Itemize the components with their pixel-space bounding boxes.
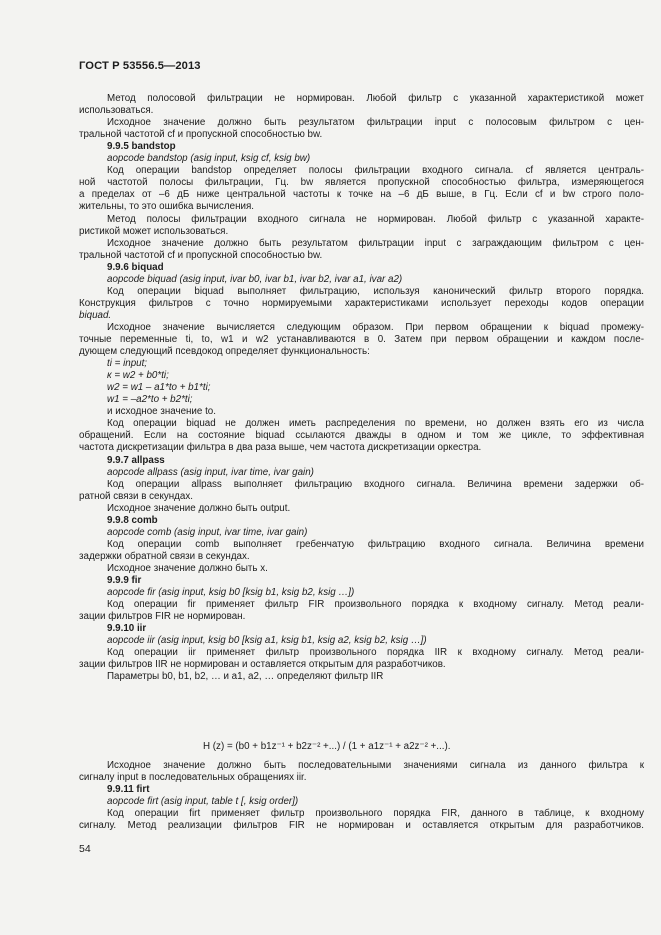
text-line: точные переменные ti, to, w1 и w2 устанавливаются в 0. Затем при первом обращении и каждом после- bbox=[79, 334, 644, 345]
text-line: а пределах от –6 дБ ниже центральной частоты к точке на –6 дБ выше, в Гц. Если cf и bw строго поло- bbox=[79, 189, 644, 201]
text-line: Код операции bandstop определяет полосы фильтрации входного сигнала. cf является централь- bbox=[107, 165, 644, 177]
text-line: biquad. bbox=[79, 309, 112, 321]
text-line: aopcode iir (asig input, ksig b0 [ksig a1, ksig b1, ksig a2, ksig b2, ksig …]) bbox=[107, 635, 427, 647]
text-line: обращений. Если на состояние biquad ссылаются дважды в одном и том же цикле, то эффективная bbox=[79, 430, 644, 442]
text-line: сигналу input в последовательных обращениях iir. bbox=[79, 772, 307, 784]
text-line: aopcode biquad (asig input, ivar b0, ivar b1, ivar b2, ivar a1, ivar a2) bbox=[107, 273, 403, 285]
section-heading: 9.9.9 fir bbox=[107, 575, 142, 586]
text-line: Код операции comb выполняет гребенчатую фильтрацию входного сигнала. Величина времени bbox=[107, 538, 644, 550]
text-line: зации фильтров IIR не нормирован и оставляется открытым для разработчиков. bbox=[79, 659, 446, 671]
section-heading: 9.9.10 iir bbox=[107, 623, 147, 635]
text-line: Метод полосовой фильтрации не нормирован. Любой фильтр с указанной характеристикой может bbox=[107, 93, 644, 104]
text-line: Исходное значение должно быть output. bbox=[107, 502, 291, 514]
text-line: Параметры b0, b1, b2, … и a1, a2, … определяют фильтр IIR bbox=[107, 671, 384, 683]
text-line: aopcode bandstop (asig input, ksig cf, ksig bw) bbox=[107, 153, 311, 165]
text-line: Исходное значение вычисляется следующим образом. При первом обращении к biquad промежу- bbox=[107, 321, 644, 333]
standard-header: ГОСТ Р 53556.5—2013 bbox=[79, 60, 201, 72]
section-heading: 9.9.8 comb bbox=[107, 514, 158, 526]
text-line: к = w2 + b0*ti; bbox=[107, 370, 169, 382]
text-line: Исходное значение должно быть последовательными значениями сигнала из данного фильтра к bbox=[107, 760, 644, 771]
text-line: Код операции biquad выполняет фильтрацию, используя канонический фильтр второго порядка. bbox=[107, 285, 644, 297]
text-line: Конструкция фильтров с точно нормируемыми характеристиками использует переходы кодов операции bbox=[79, 297, 644, 309]
text-line: Исходное значение должно быть результатом фильтрации input с заграждающим фильтром с цен- bbox=[107, 237, 644, 249]
section-heading: 9.9.11 firt bbox=[107, 784, 150, 796]
section-heading: 9.9.6 biquad bbox=[107, 261, 164, 273]
text-line: Код операции iir применяет фильтр произвольного порядка IIR к входному сигналу. Метод реали- bbox=[107, 647, 644, 659]
text-line: Исходное значение должно быть результатом фильтрации input с полосовым фильтром с цен- bbox=[107, 117, 644, 129]
text-line: aopcode fir (asig input, ksig b0 [ksig b1, ksig b2, ksig …]) bbox=[107, 587, 355, 599]
section-heading: 9.9.7 allpass bbox=[107, 454, 165, 466]
text-line: ристикой может использоваться. bbox=[79, 225, 229, 237]
text-line: дующем следующий псевдокод определяет функциональность: bbox=[79, 346, 370, 358]
text-line: использоваться. bbox=[79, 105, 154, 117]
text-line: тральной частотой cf и пропускной способностью bw. bbox=[79, 129, 323, 141]
section-heading: 9.9.5 bandstop bbox=[107, 141, 176, 153]
text-line: aopcode firt (asig input, table t [, ksig order]) bbox=[107, 796, 299, 808]
text-line: ti = input; bbox=[107, 358, 148, 370]
text-line: aopcode comb (asig input, ivar time, ivar gain) bbox=[107, 526, 308, 538]
transfer-function-formula: H (z) = (b0 + b1z⁻¹ + b2z⁻² +...) / (1 + a1z⁻¹ + a2z⁻² +...). bbox=[203, 741, 451, 752]
text-line: w1 = –a2*to + b2*ti; bbox=[107, 394, 193, 406]
text-line: зации фильтров FIR не нормирован. bbox=[79, 611, 246, 623]
text-line: ратной связи в секундах. bbox=[79, 490, 193, 502]
text-line: aopcode allpass (asig input, ivar time, ivar gain) bbox=[107, 466, 314, 478]
text-line: Метод полосы фильтрации входного сигнала не нормирован. Любой фильтр с указанной характе- bbox=[107, 213, 644, 225]
text-line: жительны, то это ошибка вычисления. bbox=[79, 201, 254, 213]
text-line: сигналу. Метод реализации фильтров FIR не нормирован и оставляется открытым для разработчиков. bbox=[79, 820, 644, 832]
text-line: Код операции fir применяет фильтр FIR произвольного порядка к входному сигналу. Метод реали- bbox=[107, 599, 644, 611]
text-line: Исходное значение должно быть x. bbox=[107, 562, 268, 574]
text-line: Код операции allpass выполняет фильтрацию входного сигнала. Величина времени задержки об- bbox=[107, 478, 644, 490]
text-line: задержки обратной связи в секундах. bbox=[79, 550, 250, 562]
text-line: частота дискретизации фильтра в два раза выше, чем частота дискретизации оркестра. bbox=[79, 442, 482, 454]
page-number: 54 bbox=[79, 843, 91, 855]
text-line: и исходное значение to. bbox=[107, 406, 216, 418]
text-line: ной частотой полосы фильтрации, Гц. bw является пропускной способностью фильтра, измеряющегося bbox=[79, 177, 644, 189]
text-line: Код операции biquad не должен иметь распределения по времени, но должен взять его из числа bbox=[107, 418, 644, 430]
text-line: w2 = w1 – a1*to + b1*ti; bbox=[107, 382, 211, 394]
text-line: тральной частотой cf и пропускной способностью bw. bbox=[79, 249, 323, 261]
text-line: Код операции firt применяет фильтр произвольного порядка FIR, данного в таблице, к входному bbox=[107, 808, 644, 820]
